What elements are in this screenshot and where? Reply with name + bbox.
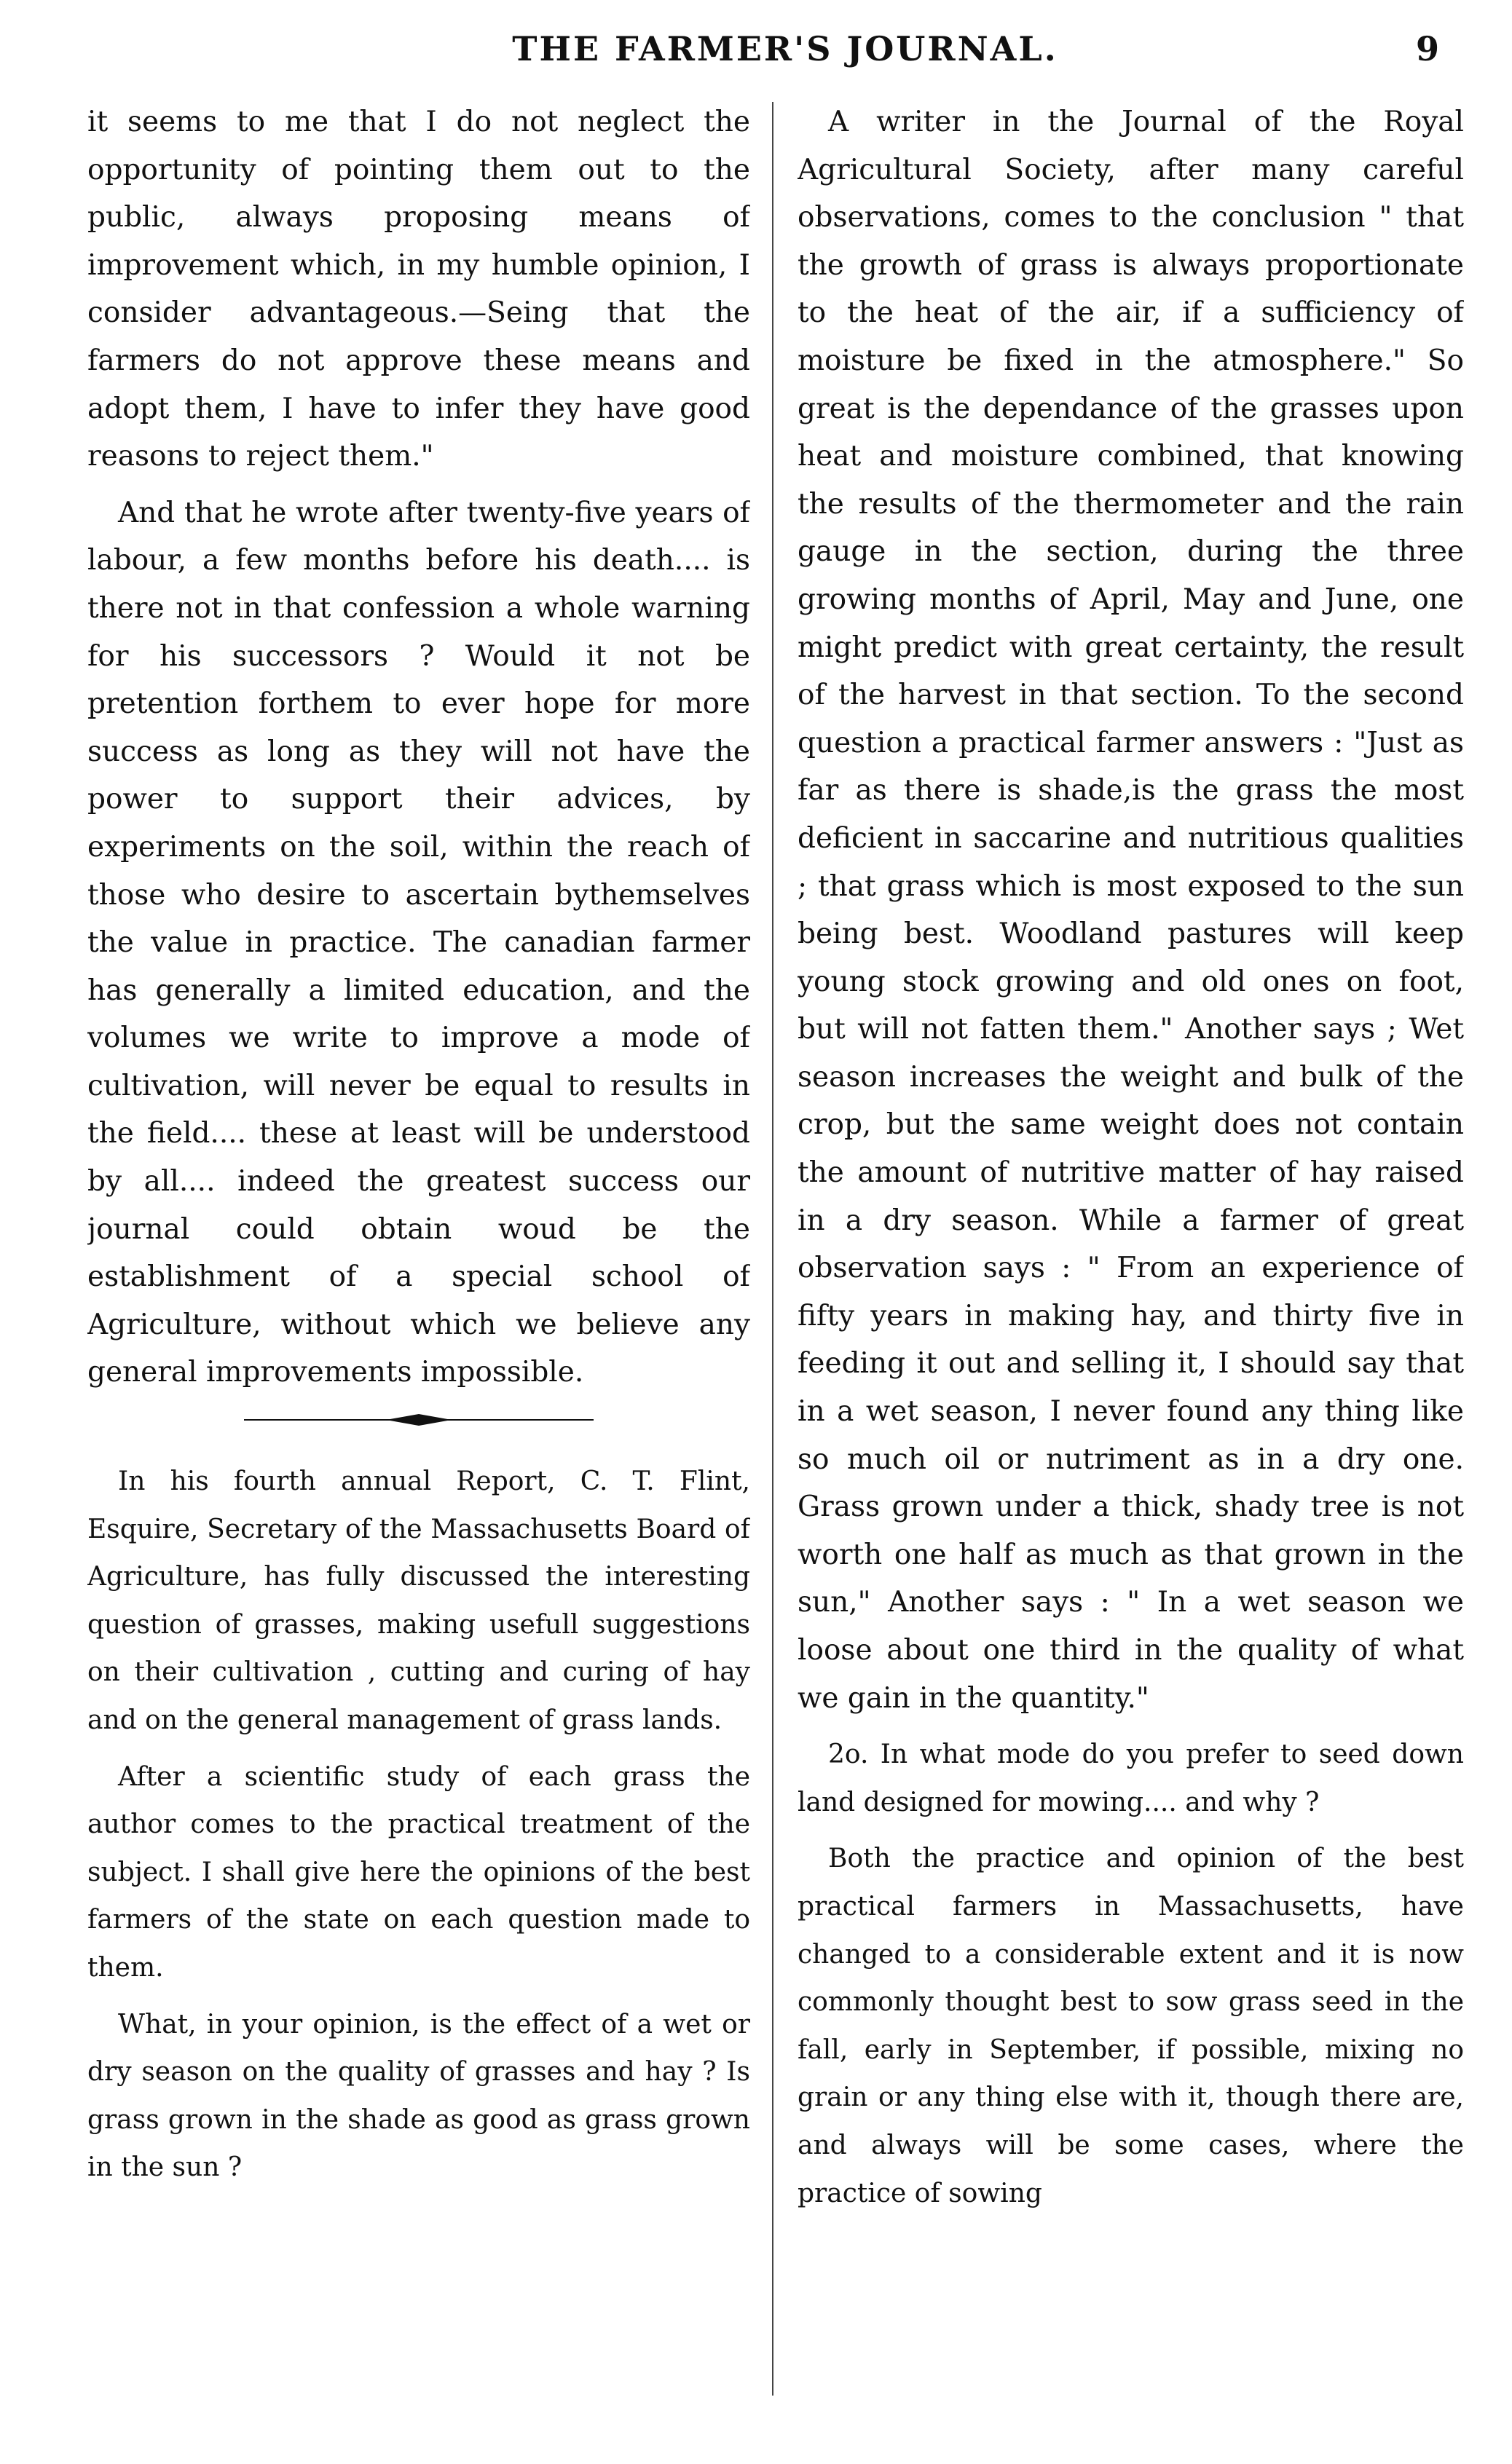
paragraph-question: What, in your opinion, is the effect of a wet or dry season on the quality of grasses and hay ? Is grass grown in the shade as good as grass grown in the sun ? <box>87 2009 750 2183</box>
paragraph-warning: And that he wrote after twenty-five years of labour, a few months before his death.... is there not in that confession a whole warning for his successors ? Would it not be pretention forthem to ever hope for more success as long as they will not have the power to support their advices, by experiments on the soil, within the reach of those who desire to ascertain bythemselves the value in practice. The canadian farmer has generally a limited education, and the volumes we write to improve a mode of cultivation, will never be equal to results in the field.... these at least will be understood by all.... indeed the greatest success our journal could obtain woud be the establishment of a special school of Agriculture, without which we believe any general improvements impossible. <box>87 496 750 1389</box>
paragraph-royal-society: A writer in the Journal of the Royal Agricultural Society, after many careful observations, comes to the conclusion " that the growth of grass is always proportionate to the heat of the air, if a sufficiency of moisture be fixed in the atmosphere." So great is the dependance of the grasses upon heat and moisture combined, that knowing the results of the thermometer and the rain gauge in the section, during the three growing months of April, May and June, one might predict with great certainty, the result of the harvest in that section. To the second question a practical farmer answers : "Just as far as there is shade,is the grass the most deficient in saccarine and nutritious qualities ; that grass which is most exposed to the sun being best. Woodland pastures will keep young stock growing and old ones on foot, but will not fatten them." Another says ; Wet season increases the weight and bulk of the crop, but the same weight does not contain the amount of nutritive matter of hay raised in a dry season. While a farmer of great observation says : " From an experience of fifty years in making hay, and thirty five in feeding it out and selling it, I should say that in a wet season, I never found any thing like so much oil or nutriment as in a dry one. Grass grown under a thick, shady tree is not worth one half as much as that grown in the sun," Another says : " In a wet season we loose about one third in the quality of what we gain in the quantity." <box>798 106 1464 1715</box>
paragraph-continuation: it seems to me that I do not neglect the opportunity of pointing them out to the public, always proposing means of improvement which, in my humble opinion, I consider advantageous.—Seing that the farmers do not approve these means and adopt them, I have to infer they have good reasons to reject them." <box>87 106 750 473</box>
column-rule <box>772 102 773 2396</box>
paragraph-question-2: 2o. In what mode do you prefer to seed down land designed for mowing.... and why ? <box>798 1740 1464 1817</box>
paragraph-practice: Both the practice and opinion of the best practical farmers in Massachusetts, have changed to a considerable extent and it is now commonly thought best to sow grass seed in the fall, early in September, if possible, mixing no grain or any thing else with it, though there are, and always will be some cases, where the practice of sowing <box>798 1844 1464 2208</box>
page-number: 9 <box>1415 29 1439 68</box>
journal-title: THE FARMER'S JOURNAL. <box>512 29 1058 68</box>
right-column <box>798 98 1464 2399</box>
paragraph-report: In his fourth annual Report, C. T. Flint, Esquire, Secretary of the Massachusetts Board of Agriculture, has fully discussed the interesting question of grasses, making usefull suggestions on their cultivation , cutting and curing of hay and on the general management of grass lands. <box>87 1466 750 1735</box>
paragraph-author: After a scientific study of each grass the author comes to the practical treatment of the subject. I shall give here the opinions of the best farmers of the state on each question made to them. <box>87 1761 750 1983</box>
left-column <box>87 98 750 2399</box>
section-divider <box>237 1411 601 1429</box>
running-head <box>102 29 1468 80</box>
